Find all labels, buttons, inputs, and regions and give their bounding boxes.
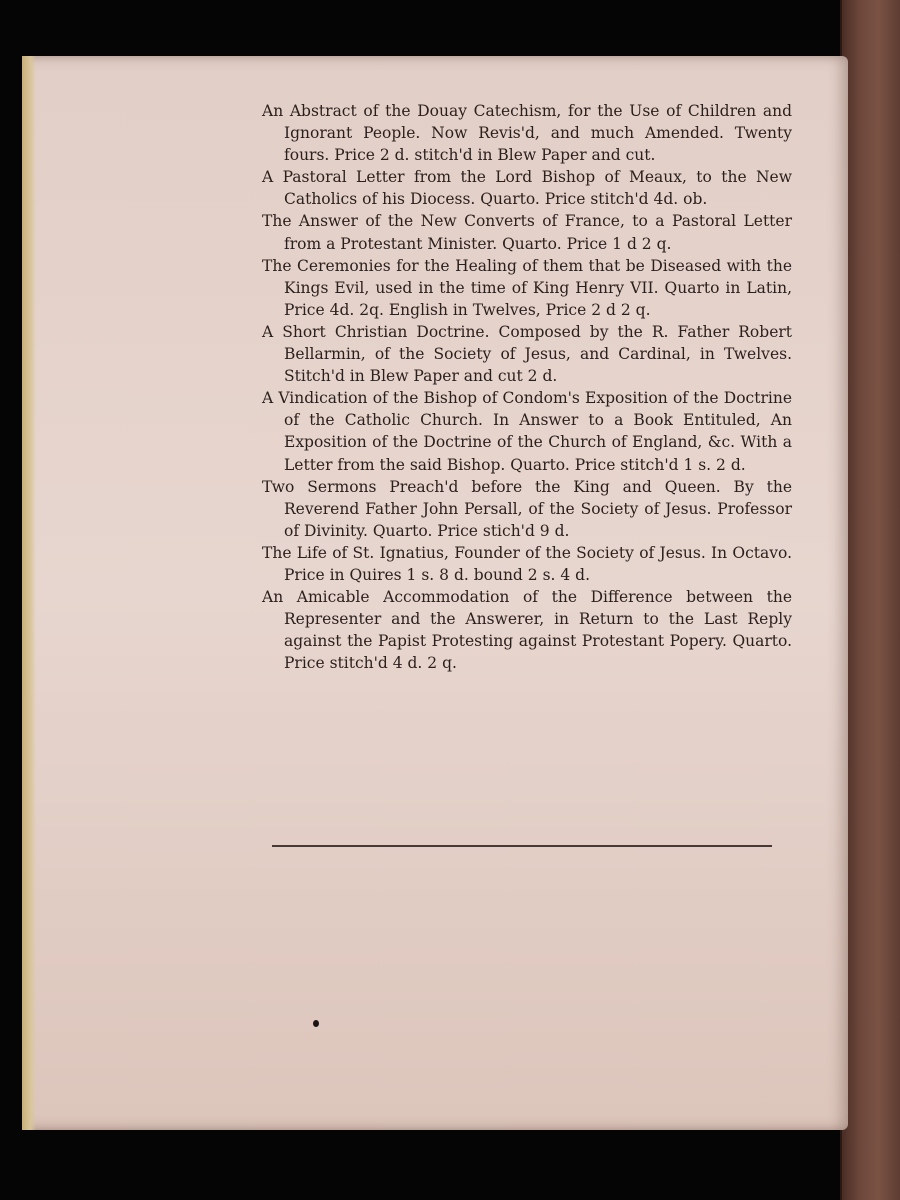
- book-page: [22, 56, 848, 1130]
- horizontal-rule: [272, 845, 772, 847]
- page-gutter: [22, 56, 36, 1130]
- catalogue-entry: A Short Christian Doctrine. Composed by the R. Father Robert Bellarmin, of the Society of Jesus, and Cardinal, in Twelves. Stitch'd in Blew Paper and cut 2 d.: [262, 322, 792, 386]
- book-catalogue: [262, 100, 792, 674]
- book-cover-edge: [840, 0, 900, 1200]
- catalogue-entry: A Vindication of the Bishop of Condom's Exposition of the Doctrine of the Catholic Church. In Answer to a Book Entituled, An Exposition of the Doctrine of the Church of England, &c. With a Letter from the said Bishop. Quarto. Price stitch'd 1 s. 2 d.: [262, 389, 792, 474]
- catalogue-entry: The Answer of the New Converts of France, to a Pastoral Letter from a Protestant Minister. Quarto. Price 1 d 2 q.: [262, 212, 792, 253]
- catalogue-entry: A Pastoral Letter from the Lord Bishop of Meaux, to the New Catholics of his Diocess. Quarto. Price stitch'd 4d. ob.: [262, 168, 792, 209]
- catalogue-entry: The Life of St. Ignatius, Founder of the Society of Jesus. In Octavo. Price in Quires 1 s. 8 d. bound 2 s. 4 d.: [262, 543, 792, 584]
- catalogue-entry: An Amicable Accommodation of the Difference between the Representer and the Answerer, in Return to the Last Reply against the Papist Protesting against Protestant Popery. Quarto. Price stitch'd 4 d. 2 q.: [262, 588, 792, 673]
- ink-speck: [313, 1020, 319, 1027]
- catalogue-entry: The Ceremonies for the Healing of them that be Diseased with the Kings Evil, used in the time of King Henry VII. Quarto in Latin, Price 4d. 2q. English in Twelves, Price 2 d 2 q.: [262, 256, 792, 319]
- catalogue-entry: An Abstract of the Douay Catechism, for the Use of Children and Ignorant People. Now Revis'd, and much Amended. Twenty fours. Price 2 d. stitch'd in Blew Paper and cut.: [262, 102, 792, 165]
- catalogue-entry: Two Sermons Preach'd before the King and Queen. By the Reverend Father John Persall, of the Society of Jesus. Professor of Divinity. Quarto. Price stich'd 9 d.: [262, 477, 792, 540]
